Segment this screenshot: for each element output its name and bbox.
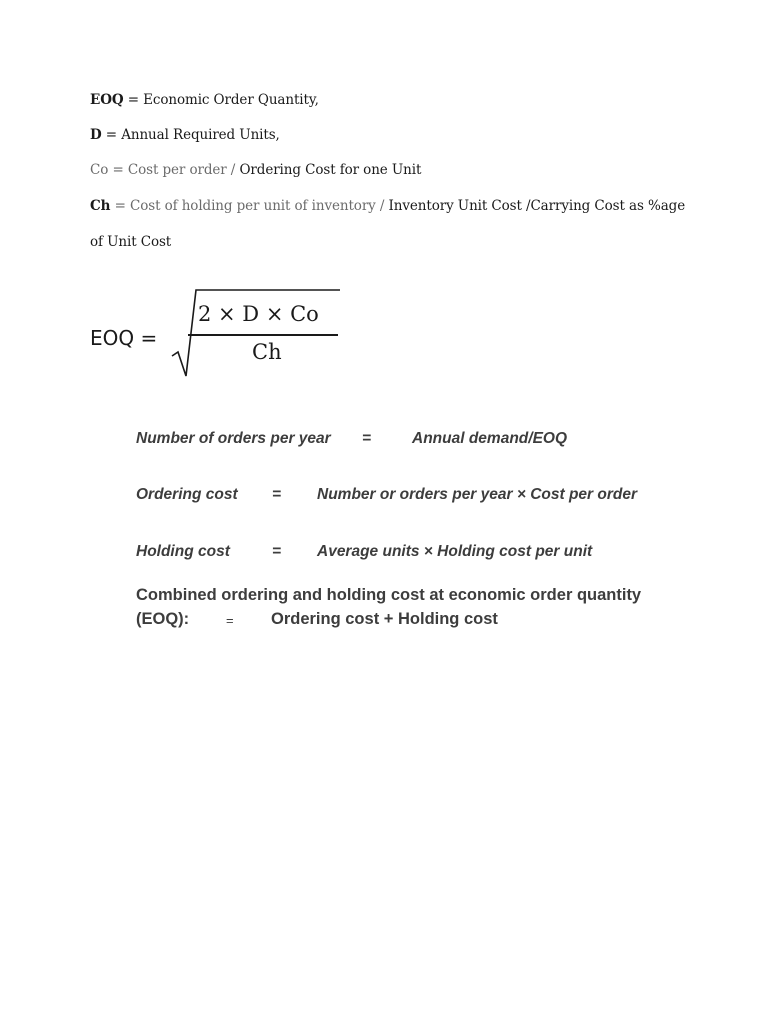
equation-label: Ordering cost — [136, 486, 238, 503]
equation-value: Number or orders per year × Cost per order — [317, 486, 638, 503]
definition-term: EOQ — [90, 92, 124, 108]
equation-label: Holding cost — [136, 543, 230, 560]
combined-label: (EOQ): — [136, 610, 190, 628]
equation-label: Number of orders per year — [136, 430, 331, 447]
definition-text: Economic Order Quantity, — [143, 92, 319, 108]
definition-term: D — [90, 127, 102, 143]
equation-equals: = — [272, 543, 282, 560]
definition-text: Inventory Unit Cost /Carrying Cost as %age — [388, 198, 686, 214]
equation-value: Annual demand/EOQ — [412, 430, 568, 447]
definition-continuation: of Unit Cost — [90, 234, 172, 250]
formula-denominator: Ch — [252, 340, 282, 364]
equation-equals: = — [272, 486, 282, 503]
formula-numerator: 2 × D × Co — [198, 302, 319, 326]
definition-term: Ch — [90, 198, 111, 214]
equation-value: Average units × Holding cost per unit — [317, 543, 593, 560]
definition-separator: = — [101, 127, 122, 143]
formula-lhs: EOQ = — [90, 326, 158, 350]
combined-cost-equation — [136, 586, 642, 628]
eoq-formula — [90, 284, 350, 384]
definition-text: Ordering Cost for one Unit — [239, 162, 422, 178]
fraction-bar — [188, 334, 338, 336]
definition-text-gray: Cost per order / — [127, 162, 240, 178]
combined-line-2 — [136, 610, 696, 632]
definition-co — [90, 162, 421, 178]
definition-d — [90, 127, 280, 143]
combined-heading: Combined ordering and holding cost at economic order quantity — [136, 586, 642, 604]
definition-ch — [90, 198, 685, 214]
definition-separator: = — [108, 162, 128, 178]
definition-text: Annual Required Units, — [121, 127, 280, 143]
combined-equals: = — [226, 613, 234, 628]
definition-separator: = — [123, 92, 144, 108]
definition-term: Co — [90, 162, 109, 178]
definition-eoq — [90, 92, 319, 108]
combined-value: Ordering cost + Holding cost — [271, 610, 498, 628]
definition-separator: = — [110, 198, 130, 214]
definition-text-gray: Cost of holding per unit of inventory / — [129, 198, 389, 214]
equation-equals: = — [362, 430, 372, 447]
